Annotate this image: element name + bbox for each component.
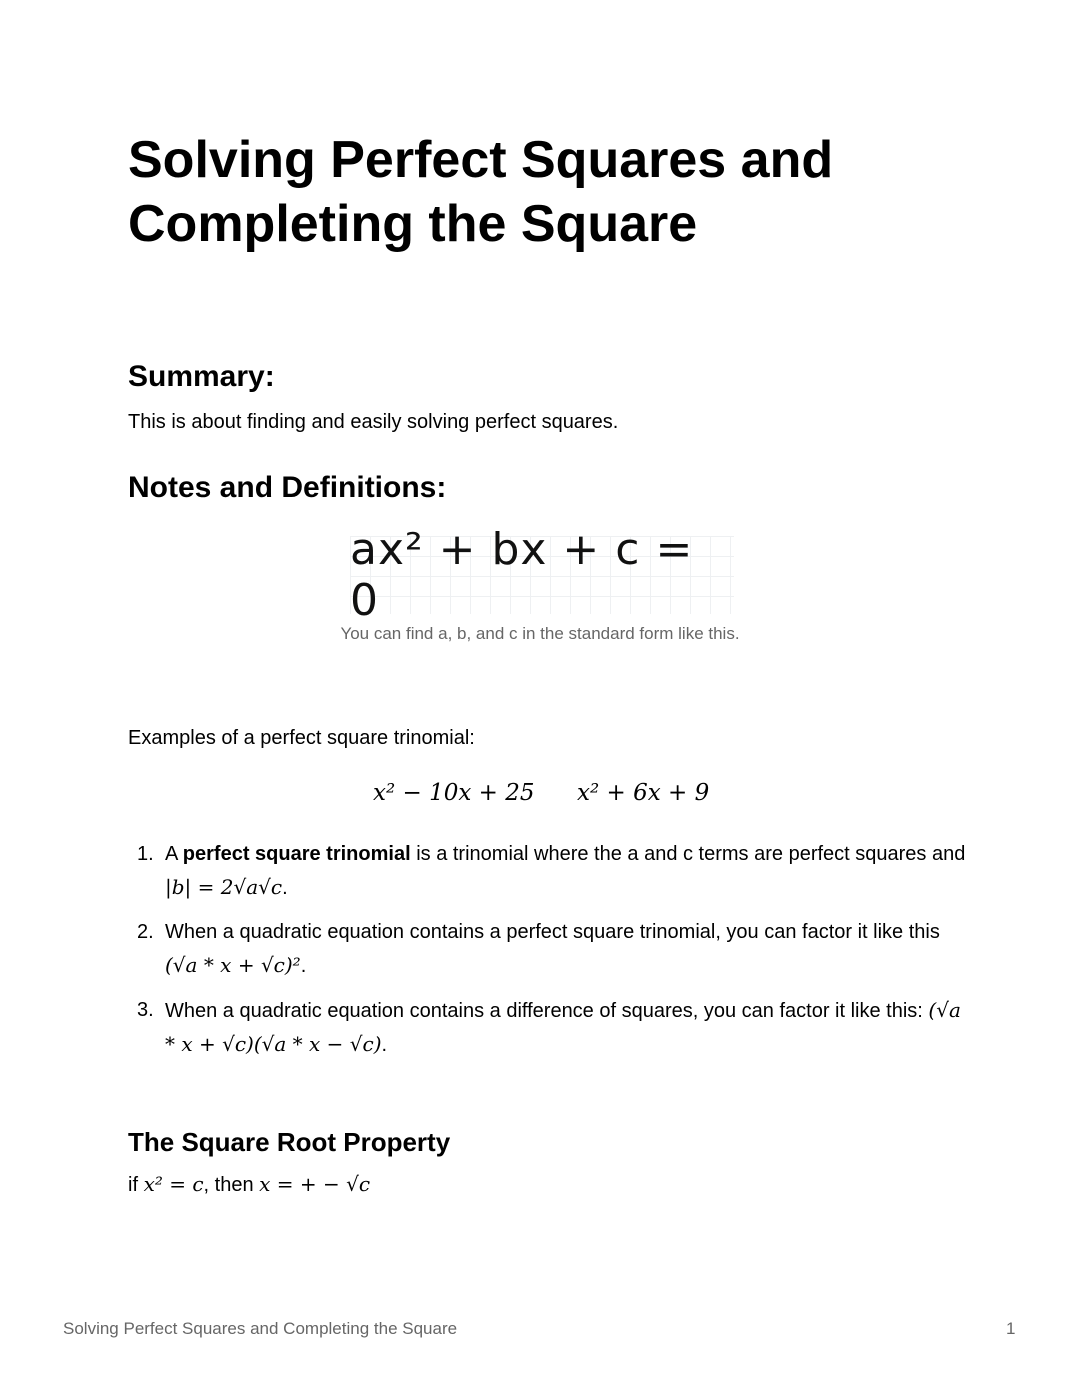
property-heading: The Square Root Property: [128, 1127, 451, 1157]
notes-heading: Notes and Definitions:: [128, 471, 447, 504]
note-math: (√a * x + √c)²: [165, 953, 301, 977]
example-trinomial-2: x² + 6x + 9: [577, 780, 710, 806]
summary-text: This is about finding and easily solving perfect squares.: [128, 411, 619, 433]
note-end: .: [282, 877, 288, 899]
page-title: Solving Perfect Squares and Completing the Square: [128, 131, 834, 253]
note-text: A: [165, 843, 183, 865]
note-number: 2.: [137, 921, 154, 943]
note-item: [128, 916, 968, 983]
standard-form-equation: ax² + bx + c = 0: [350, 524, 694, 626]
property-middle: , then: [203, 1174, 260, 1196]
examples-label: Examples of a perfect square trinomial:: [128, 727, 475, 749]
note-math: |b| = 2√a√c: [165, 875, 283, 899]
note-text: When a quadratic equation contains a perfect square trinomial, you can factor it like this: [165, 921, 940, 943]
notes-list: [128, 838, 968, 1073]
note-text: is a trinomial where the a and c terms are perfect squares and: [410, 843, 966, 865]
note-bold-term: perfect square trinomial: [182, 843, 411, 865]
note-end: .: [300, 955, 307, 977]
standard-form-image: [350, 524, 734, 626]
standard-form-caption: You can find a, b, and c in the standard form like this.: [340, 624, 740, 643]
property-result: x = + − √c: [259, 1172, 371, 1196]
note-end: .: [381, 1034, 388, 1056]
example-trinomial-1: x² − 10x + 25: [373, 780, 535, 806]
footer-page-number: 1: [1006, 1319, 1016, 1338]
footer-title: Solving Perfect Squares and Completing the Square: [63, 1319, 458, 1338]
note-math: (√a * x + √c)(√a * x − √c): [165, 998, 961, 1056]
property-statement: [128, 1172, 370, 1197]
note-item: [128, 994, 968, 1062]
note-item: [128, 838, 968, 905]
note-number: 3.: [137, 999, 154, 1021]
note-text: When a quadratic equation contains a difference of squares, you can factor it like this:: [165, 1000, 929, 1022]
summary-heading: Summary:: [128, 360, 275, 393]
note-number: 1.: [137, 843, 154, 865]
property-condition: x² = c: [143, 1172, 204, 1196]
property-prefix: if: [128, 1174, 144, 1196]
